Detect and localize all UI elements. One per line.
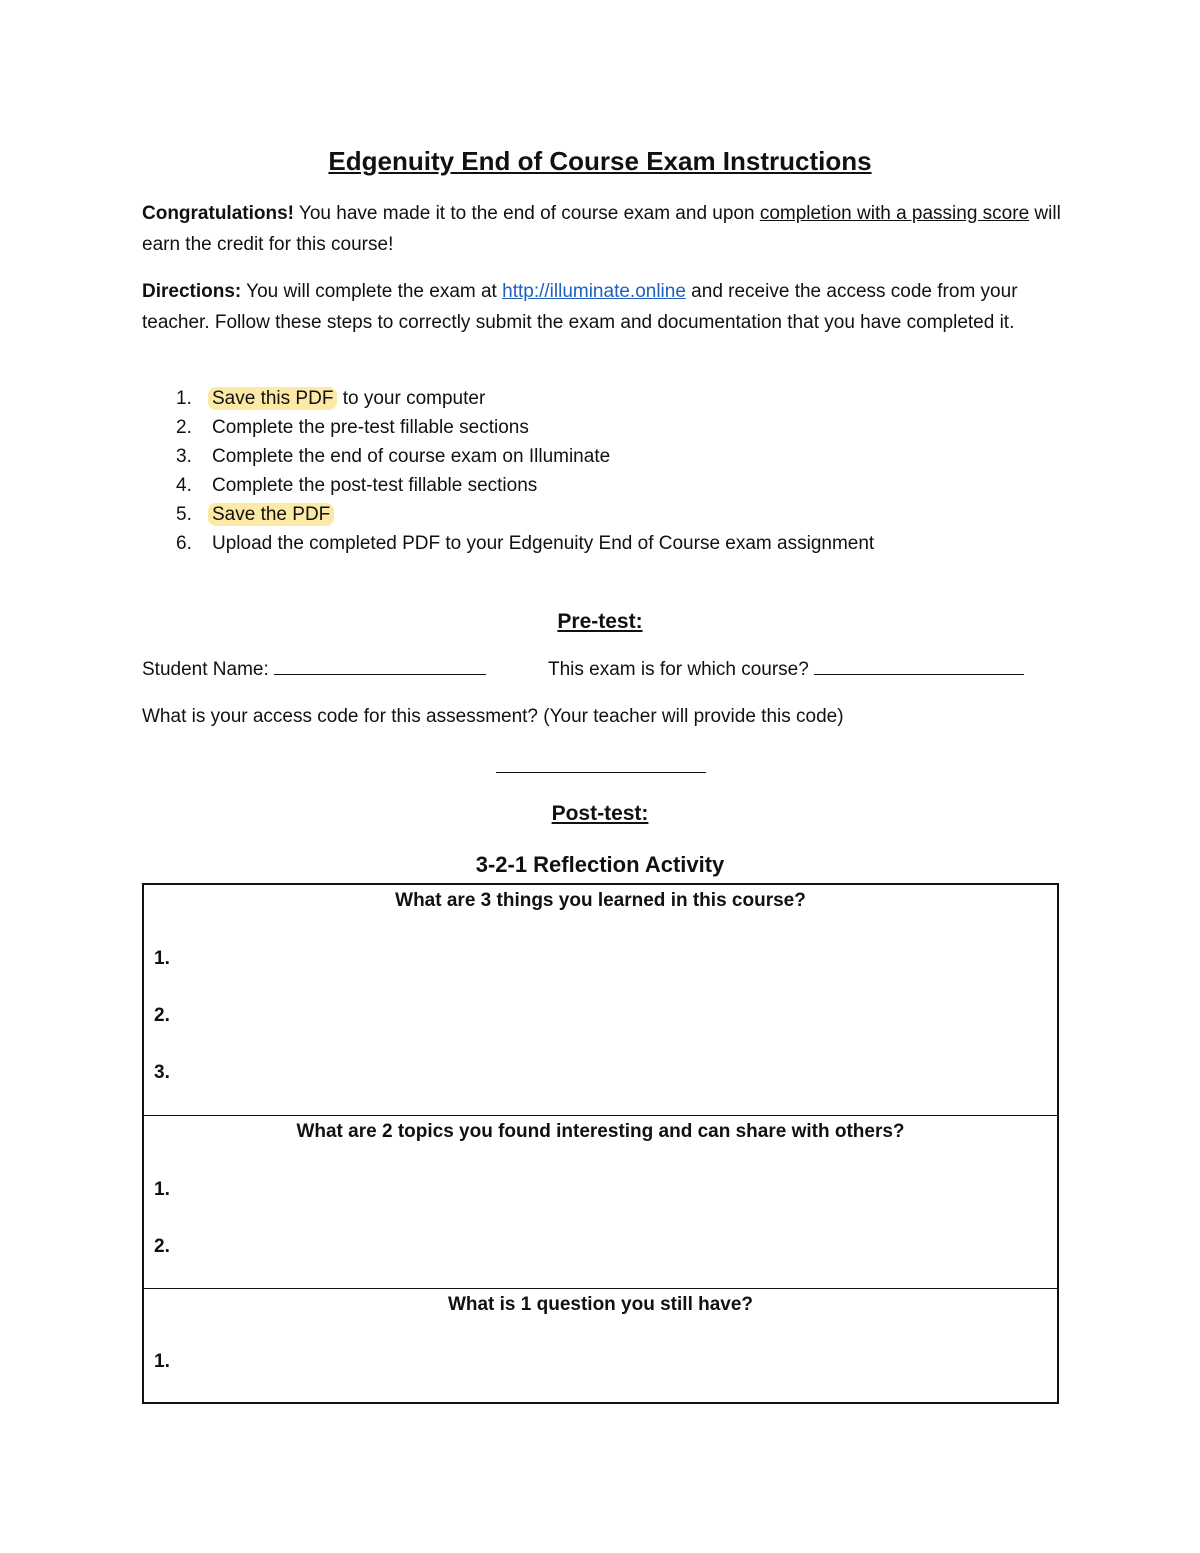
- step-text: Upload the completed PDF to your Edgenuity End of Course exam assignment: [212, 533, 875, 554]
- step-item: [142, 413, 874, 442]
- step-highlight: Save this PDF: [208, 387, 337, 410]
- step-text: Complete the pre-test fillable sections: [212, 417, 529, 438]
- step-number: 5.: [176, 504, 192, 525]
- course-row: [548, 655, 1024, 685]
- document-title: Edgenuity End of Course Exam Instructions: [328, 146, 872, 176]
- answer-number: 3.: [154, 1062, 170, 1083]
- section-question: What is 1 question you still have?: [447, 1294, 754, 1315]
- directions-text-1: You will complete the exam at: [241, 281, 503, 302]
- intro-lead: Congratulations!: [142, 203, 294, 224]
- directions-text-2: and receive the access code from your teacher. Follow these steps to correctly submit the exam and documentation that you have completed it.: [142, 281, 1018, 333]
- step-number: 2.: [176, 417, 192, 438]
- reflection-table: [142, 883, 1059, 1404]
- intro-text-1: You have made it to the end of course exam and upon: [294, 203, 760, 224]
- step-number: 4.: [176, 475, 192, 496]
- step-number: 6.: [176, 533, 192, 554]
- course-label: This exam is for which course?: [548, 659, 809, 680]
- step-highlight: Save the PDF: [208, 503, 334, 526]
- access-code-question: What is your access code for this assessment? (Your teacher will provide this code): [142, 706, 844, 727]
- steps-list: [142, 384, 874, 558]
- answer-number: 1.: [154, 948, 170, 969]
- answer-number: 2.: [154, 1236, 170, 1257]
- reflection-section-learned[interactable]: [144, 885, 1057, 1116]
- answer-number: 2.: [154, 1005, 170, 1026]
- step-text: Complete the end of course exam on Illuminate: [212, 446, 611, 467]
- step-item: [142, 471, 874, 500]
- directions-paragraph: [142, 276, 1062, 338]
- step-number: 1.: [176, 388, 192, 409]
- section-question: What are 3 things you learned in this course?: [395, 890, 806, 911]
- pretest-heading: Pre-test:: [557, 610, 643, 633]
- reflection-title: 3-2-1 Reflection Activity: [475, 852, 725, 877]
- step-item: [142, 500, 874, 529]
- intro-paragraph: [142, 198, 1062, 260]
- reflection-section-question[interactable]: [144, 1289, 1057, 1402]
- directions-lead: Directions:: [142, 281, 242, 302]
- intro-underlined: completion with a passing score: [759, 203, 1030, 224]
- answer-number: 1.: [154, 1179, 170, 1200]
- reflection-section-topics[interactable]: [144, 1116, 1057, 1289]
- step-item: [142, 442, 874, 471]
- answer-number: 1.: [154, 1351, 170, 1372]
- student-name-field[interactable]: [274, 656, 486, 675]
- access-code-field[interactable]: [496, 772, 706, 773]
- section-question: What are 2 topics you found interesting and can share with others?: [296, 1121, 905, 1142]
- step-number: 3.: [176, 446, 192, 467]
- student-name-label: Student Name:: [142, 659, 269, 680]
- step-text: to your computer: [337, 388, 486, 409]
- course-field[interactable]: [814, 656, 1024, 675]
- step-item: [142, 529, 874, 558]
- step-text: Complete the post-test fillable sections: [212, 475, 538, 496]
- step-item: [142, 384, 874, 413]
- intro-text-2: will earn the credit for this course!: [142, 203, 1061, 255]
- illuminate-link[interactable]: http://illuminate.online: [502, 281, 686, 302]
- posttest-heading: Post-test:: [551, 802, 649, 825]
- student-name-row: [142, 655, 486, 685]
